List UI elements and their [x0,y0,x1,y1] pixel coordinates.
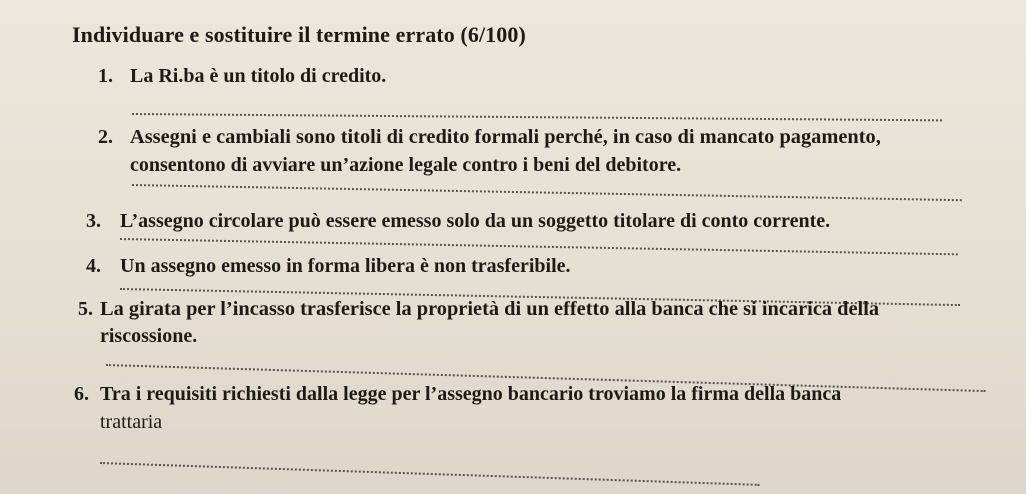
item-number: 5. [78,298,93,320]
item-number: 6. [74,383,89,405]
exercise-title: Individuare e sostituire il termine errato (6/100) [72,22,526,47]
item-text: Un assegno emesso in forma libera è non trasferibile. [120,255,571,277]
answer-line-3[interactable] [120,238,958,255]
item-text-continued: trattaria [100,411,163,433]
item-number: 4. [86,255,101,277]
item-number: 1. [98,65,113,87]
answer-line-1[interactable] [132,113,942,121]
item-text: L’assegno circolare può essere emesso solo da un soggetto titolare di conto corrente. [120,210,831,232]
item-text-continued: riscossione. [100,325,198,347]
answer-line-6[interactable] [100,462,760,486]
item-text: La Ri.ba è un titolo di credito. [130,65,387,87]
item-text-continued: consentono di avviare un’azione legale contro i beni del debitore. [130,154,682,176]
answer-line-2[interactable] [132,184,962,201]
item-text: La girata per l’incasso trasferisce la proprietà di un effetto alla banca che si incarica della [100,298,880,320]
item-text: Assegni e cambiali sono titoli di credito formali perché, in caso di mancato pagamento, [130,126,881,148]
item-text: Tra i requisiti richiesti dalla legge per l’assegno bancario troviamo la firma della banca [100,383,842,405]
item-number: 3. [86,210,101,232]
item-number: 2. [98,126,113,148]
